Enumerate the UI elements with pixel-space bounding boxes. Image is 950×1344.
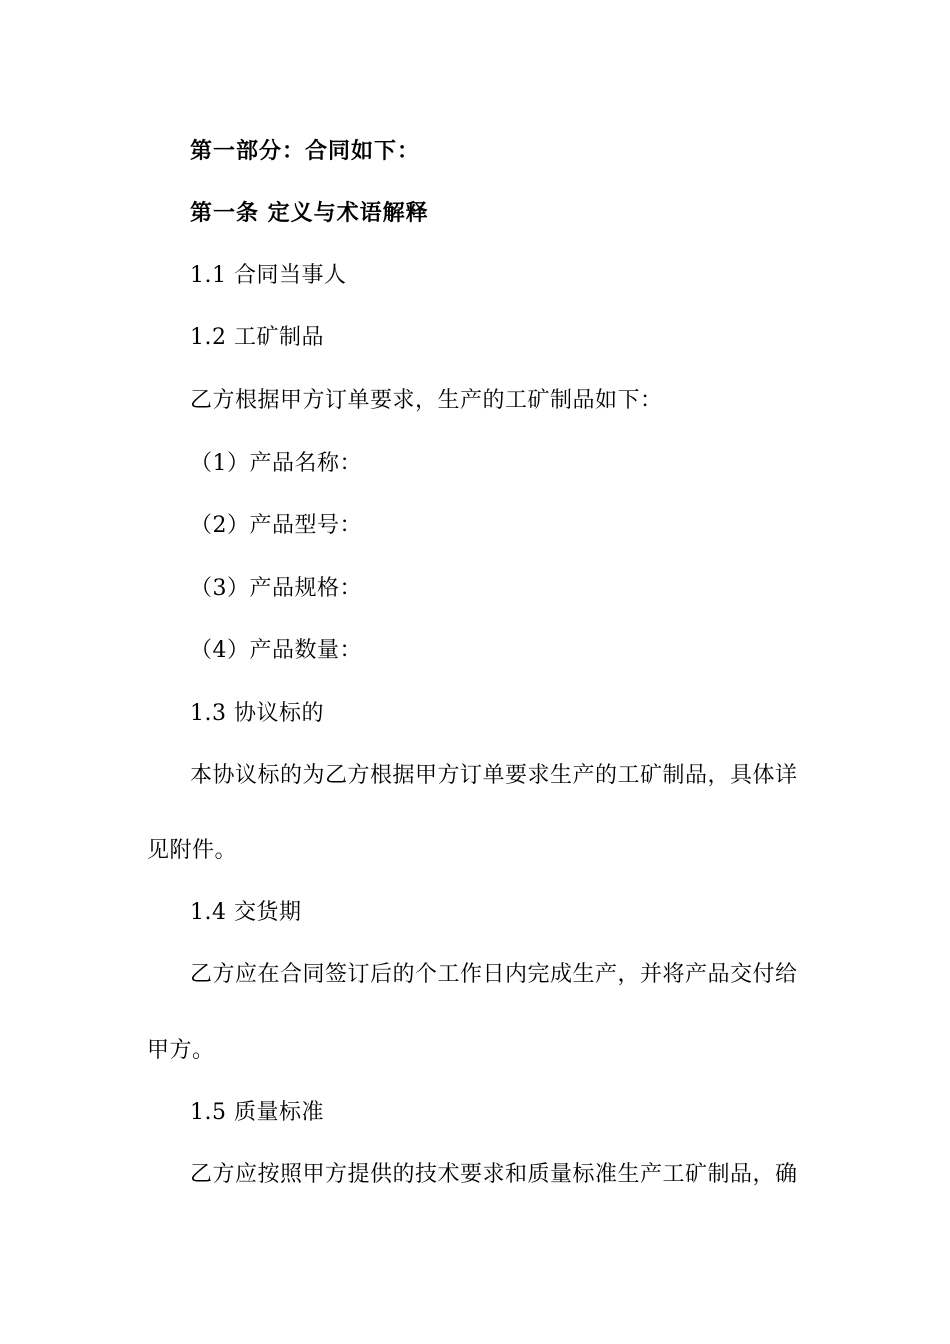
list-item-product-quantity: （4）产品数量： — [190, 638, 362, 663]
list-item-product-name: （1）产品名称： — [190, 451, 362, 476]
quality-paragraph-line-1: 乙方应按照甲方提供的技术要求和质量标准生产工矿制品，确 — [190, 1162, 798, 1187]
article-heading: 第一条 定义与术语解释 — [190, 201, 429, 226]
delivery-paragraph-line-2: 甲方。 — [147, 1038, 215, 1063]
section-1-3-heading: 1.3 协议标的 — [190, 701, 324, 726]
section-1-4-heading: 1.4 交货期 — [190, 900, 302, 925]
list-item-product-model: （2）产品型号： — [190, 513, 362, 538]
products-intro-paragraph: 乙方根据甲方订单要求，生产的工矿制品如下： — [190, 388, 663, 413]
section-1-1-heading: 1.1 合同当事人 — [190, 263, 347, 288]
subject-paragraph-line-2: 见附件。 — [147, 838, 238, 863]
section-1-5-heading: 1.5 质量标准 — [190, 1100, 324, 1125]
subject-paragraph-line-1: 本协议标的为乙方根据甲方订单要求生产的工矿制品，具体详 — [190, 763, 798, 788]
section-1-2-heading: 1.2 工矿制品 — [190, 325, 324, 350]
list-item-product-spec: （3）产品规格： — [190, 576, 362, 601]
part-heading: 第一部分：合同如下： — [190, 139, 421, 164]
delivery-paragraph-line-1: 乙方应在合同签订后的个工作日内完成生产，并将产品交付给 — [190, 962, 798, 987]
